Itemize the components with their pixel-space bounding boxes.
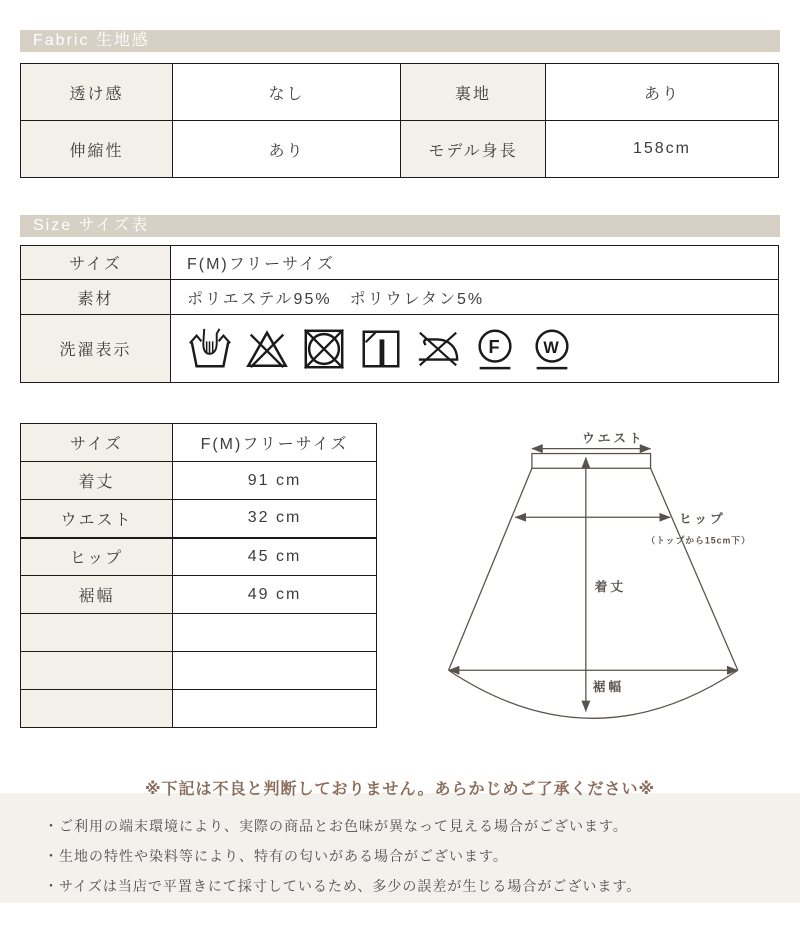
table-row [21,500,377,538]
measure-label-hem: 裾幅 [21,576,173,614]
skirt-measurement-diagram [427,423,780,741]
measure-value-size: F(M)フリーサイズ [173,424,377,462]
hand-wash-icon [187,326,233,372]
notice-item: ・サイズは当店で平置きにて採寸しているため、多少の誤差が生じる場合がございます。 [44,878,642,894]
measure-label-empty-1 [21,614,173,652]
table-row [21,64,779,121]
measure-label-empty-2 [21,652,173,690]
table-row [21,652,377,690]
measure-value-empty-2 [173,652,377,690]
diagram-hip-label: ヒップ [679,511,726,527]
notice-heading: ※下記は不良と判断しておりません。あらかじめご了承ください※ [144,781,656,798]
measure-label-length: 着丈 [21,462,173,500]
svg-text:F: F [488,336,502,357]
size-info-table [20,245,779,383]
table-row [21,576,377,614]
fabric-table [20,63,779,178]
diagram-length-label: 着丈 [594,578,627,594]
size-info-label-care: 洗濯表示 [21,315,171,383]
table-row [21,690,377,728]
diagram-hem-label: 裾幅 [592,678,625,694]
size-info-label-size: サイズ [21,246,171,280]
diagram-hip-note: （トップから15cm下） [646,535,751,546]
svg-text:W: W [543,338,561,357]
fabric-label-sheerness: 透け感 [21,64,173,121]
table-row [21,246,779,280]
do-not-bleach-icon [244,326,290,372]
table-row [21,614,377,652]
notice-item: ・生地の特性や染料等により、特有の匂いがある場合がございます。 [44,848,508,864]
fabric-value-stretch: あり [173,121,401,178]
table-row [21,538,377,576]
measure-value-length: 91 cm [173,462,377,500]
measurements-area [20,423,780,741]
skirt-outline [449,468,738,670]
notice-section [0,793,800,903]
fabric-section-heading: Fabric 生地感 [20,30,780,52]
measure-label-waist: ウエスト [21,500,173,538]
table-row [21,280,779,315]
fabric-label-stretch: 伸縮性 [21,121,173,178]
fabric-label-model-height: モデル身長 [401,121,546,178]
measure-value-empty-1 [173,614,377,652]
dry-clean-f-gentle-icon [472,326,518,372]
size-info-label-material: 素材 [21,280,171,315]
waistband-outline [532,454,651,469]
measure-value-waist: 32 cm [173,500,377,538]
laundry-care-icons [187,326,777,372]
fabric-label-lining: 裏地 [401,64,546,121]
skirt-hem-curve [449,670,738,718]
fabric-value-sheerness: なし [173,64,401,121]
shade-line-dry-icon [358,326,404,372]
notice-item: ・ご利用の端末環境により、実際の商品とお色味が異なって見える場合がございます。 [44,818,628,834]
size-info-value-care [171,315,779,383]
size-section-heading: Size サイズ表 [20,215,780,237]
fabric-value-lining: あり [546,64,779,121]
table-row [21,121,779,178]
measure-value-empty-3 [173,690,377,728]
wet-clean-gentle-icon [529,326,575,372]
table-row [21,462,377,500]
table-row [21,424,377,462]
diagram-waist-label: ウエスト [581,430,645,446]
size-info-value-size: F(M)フリーサイズ [171,246,779,280]
fabric-value-model-height: 158cm [546,121,779,178]
measurements-table [20,423,377,728]
do-not-tumble-dry-icon [301,326,347,372]
measure-value-hem: 49 cm [173,576,377,614]
do-not-iron-icon [415,326,461,372]
size-info-value-material: ポリエステル95% ポリウレタン5% [171,280,779,315]
measure-label-hip: ヒップ [21,538,173,576]
measure-label-empty-3 [21,690,173,728]
measure-label-size: サイズ [21,424,173,462]
table-row [21,315,779,383]
measure-value-hip: 45 cm [173,538,377,576]
